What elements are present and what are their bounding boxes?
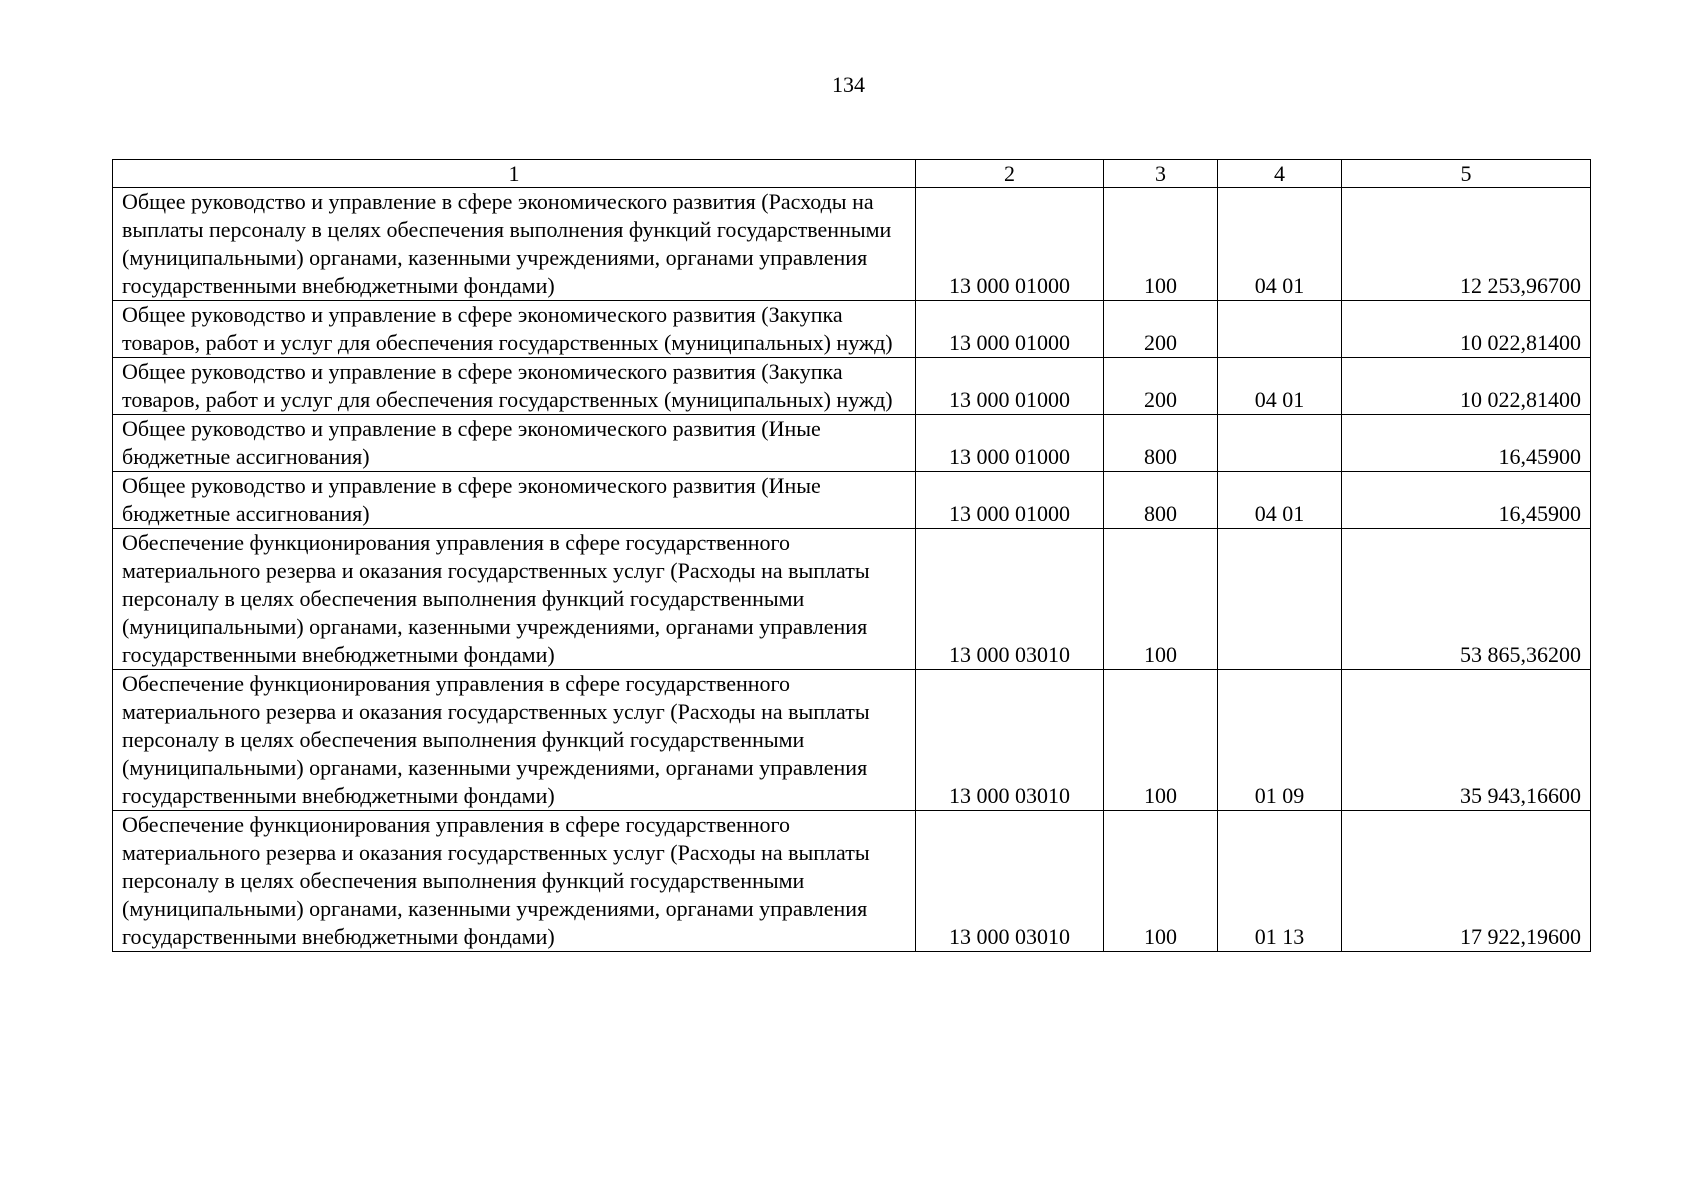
row-section: 04 01 <box>1218 358 1342 415</box>
table-row <box>113 529 1591 670</box>
row-name: Общее руководство и управление в сфере экономического развития (Иные бюджетные ассигнования) <box>113 415 916 472</box>
table-row <box>113 670 1591 811</box>
row-amount: 16,45900 <box>1342 472 1591 529</box>
row-name: Общее руководство и управление в сфере экономического развития (Закупка товаров, работ и услуг для обеспечения государственных (муниципальных) нужд) <box>113 358 916 415</box>
table-row <box>113 415 1591 472</box>
row-name: Обеспечение функционирования управления в сфере государственного материального резерва и оказания государственных услуг (Расходы на выплаты персоналу в целях обеспечения выполнения функций государственными (муниципальными) органами, казенными учреждениями, органами управления государственными внебюджетными фондами) <box>113 670 916 811</box>
row-section: 01 13 <box>1218 811 1342 952</box>
row-section: 04 01 <box>1218 188 1342 301</box>
row-amount: 10 022,81400 <box>1342 301 1591 358</box>
row-amount: 35 943,16600 <box>1342 670 1591 811</box>
row-type: 100 <box>1104 188 1218 301</box>
row-amount: 10 022,81400 <box>1342 358 1591 415</box>
row-name: Общее руководство и управление в сфере экономического развития (Иные бюджетные ассигнования) <box>113 472 916 529</box>
row-name: Обеспечение функционирования управления в сфере государственного материального резерва и оказания государственных услуг (Расходы на выплаты персоналу в целях обеспечения выполнения функций государственными (муниципальными) органами, казенными учреждениями, органами управления государственными внебюджетными фондами) <box>113 529 916 670</box>
table-row <box>113 811 1591 952</box>
budget-table <box>112 159 1591 952</box>
header-col-3: 3 <box>1104 160 1218 188</box>
row-type: 100 <box>1104 811 1218 952</box>
row-section <box>1218 301 1342 358</box>
row-code: 13 000 01000 <box>916 301 1104 358</box>
table-row <box>113 472 1591 529</box>
row-code: 13 000 03010 <box>916 811 1104 952</box>
header-col-2: 2 <box>916 160 1104 188</box>
row-type: 200 <box>1104 358 1218 415</box>
row-type: 800 <box>1104 415 1218 472</box>
table-row <box>113 301 1591 358</box>
row-amount: 53 865,36200 <box>1342 529 1591 670</box>
row-name: Общее руководство и управление в сфере экономического развития (Закупка товаров, работ и услуг для обеспечения государственных (муниципальных) нужд) <box>113 301 916 358</box>
row-section <box>1218 529 1342 670</box>
row-name: Общее руководство и управление в сфере экономического развития (Расходы на выплаты персоналу в целях обеспечения выполнения функций государственными (муниципальными) органами, казенными учреждениями, органами управления государственными внебюджетными фондами) <box>113 188 916 301</box>
row-section: 01 09 <box>1218 670 1342 811</box>
row-section: 04 01 <box>1218 472 1342 529</box>
header-col-5: 5 <box>1342 160 1591 188</box>
header-col-1: 1 <box>113 160 916 188</box>
row-code: 13 000 03010 <box>916 670 1104 811</box>
table-row <box>113 358 1591 415</box>
row-type: 800 <box>1104 472 1218 529</box>
header-col-4: 4 <box>1218 160 1342 188</box>
row-amount: 12 253,96700 <box>1342 188 1591 301</box>
row-type: 100 <box>1104 529 1218 670</box>
row-section <box>1218 415 1342 472</box>
row-type: 100 <box>1104 670 1218 811</box>
page-number: 134 <box>832 72 865 97</box>
row-type: 200 <box>1104 301 1218 358</box>
row-amount: 16,45900 <box>1342 415 1591 472</box>
header-row <box>113 160 1591 188</box>
row-code: 13 000 01000 <box>916 472 1104 529</box>
row-amount: 17 922,19600 <box>1342 811 1591 952</box>
row-code: 13 000 01000 <box>916 188 1104 301</box>
table-row <box>113 188 1591 301</box>
row-code: 13 000 01000 <box>916 358 1104 415</box>
row-code: 13 000 03010 <box>916 529 1104 670</box>
row-code: 13 000 01000 <box>916 415 1104 472</box>
row-name: Обеспечение функционирования управления в сфере государственного материального резерва и оказания государственных услуг (Расходы на выплаты персоналу в целях обеспечения выполнения функций государственными (муниципальными) органами, казенными учреждениями, органами управления государственными внебюджетными фондами) <box>113 811 916 952</box>
